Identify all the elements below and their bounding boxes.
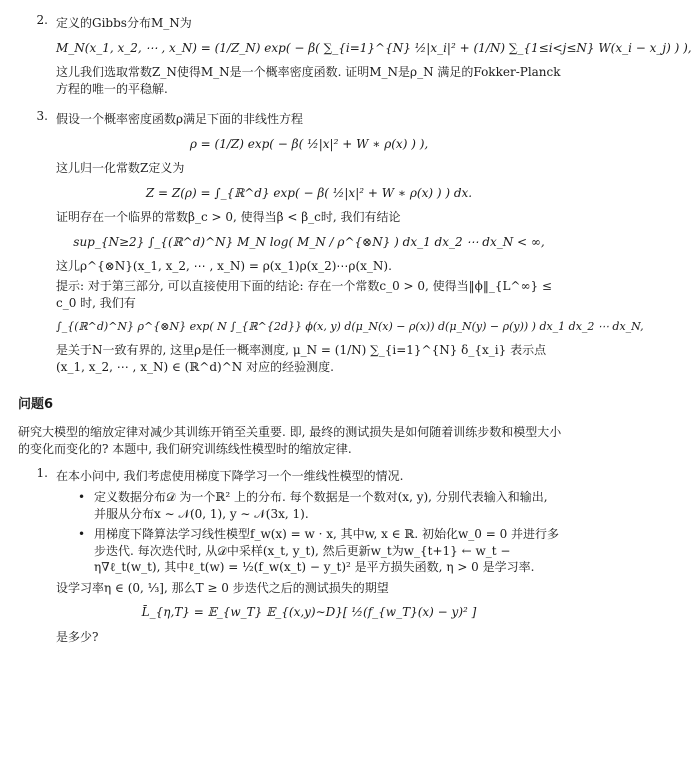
problem-6-heading: 问题6 [18, 397, 54, 413]
item-3-intro: 假设一个概率密度函数ρ满足下面的非线性方程 [56, 112, 304, 127]
item-number: 1. [36, 466, 48, 481]
gibbs-equation: M_N(x_1, x_2, ⋯ , x_N) = (1/Z_N) exp( − β( ∑_{i=1}^{N} ½|x_i|² + (1/N) ∑_{1≤i<j≤N} W(x_i − x_j) ) ), [56, 40, 692, 55]
problem-item-3 [18, 108, 644, 378]
bullet-gradient-descent [78, 526, 562, 576]
problem-item-2 [18, 12, 692, 100]
loss-equation: L̄_{η,T} = 𝔼_{w_T} 𝔼_{(x,y)∼D}[ ½(f_{w_T}(x) − y)² ] [141, 605, 477, 620]
claim-text: 证明存在一个临界的常数β_c > 0, 使得当β < β_c时, 我们有结论 [56, 210, 401, 225]
tensor-text: 这儿ρ^{⊗N}(x_1, x_2, ⋯ , x_N) = ρ(x_1)ρ(x_2)⋯ρ(x_N). [56, 259, 392, 274]
item-2-title: 定义的Gibbs分布M_N为 [56, 16, 192, 30]
problem-6-intro: 研究大模型的缩放定律对减少其训练开销至关重要. 即, 最终的测试损失是如何随着训练步数和模型大小的变化而变化的? 本题中, 我们研究训练线性模型时的缩放定律. [18, 425, 562, 456]
bullet-dot-icon: • [78, 527, 86, 542]
item-2-text: 这儿我们选取常数Z_N使得M_N是一个概率密度函数. 证明M_N是ρ_N 满足的Fokker-Planck方程的唯一的平稳解. [56, 65, 561, 96]
question-text: 是多少? [56, 629, 99, 644]
item-content [56, 108, 644, 378]
item-content [56, 12, 692, 100]
item-number: 2. [36, 13, 48, 27]
rho-equation: ρ = (1/Z) exp( − β( ½|x|² + W ∗ ρ(x) ) ), [189, 136, 429, 151]
sup-equation: sup_{N≥2} ∫_{(ℝ^d)^N} M_N log( M_N / ρ^{⊗N} ) dx_1 dx_2 ⋯ dx_N < ∞, [73, 234, 545, 249]
bullet-text: 用梯度下降算法学习线性模型f_w(x) = w · x, 其中w, x ∈ ℝ. 初始化w_0 = 0 并进行多步迭代. 每次迭代时, 从𝒟中采样(x_t, y_t), 然后更新w_t为w_{t+1} ← w_t − η∇ℓ_t(w_t), 其中ℓ_t(w) = ½(f_w(x_t) − y_t)² 是平方损失函数, η > 0 是学习率. [94, 527, 560, 575]
normalize-text: 这儿归一化常数Z定义为 [56, 161, 185, 176]
bullet-data-distribution [78, 489, 562, 522]
hint-equation: ∫_{(ℝ^d)^N} ρ^{⊗N} exp( N ∫_{ℝ^{2d}} ϕ(x, y) d(μ_N(x) − ρ(x)) d(μ_N(y) − ρ(y)) ) dx_1 dx_2 ⋯ dx_N, [56, 320, 644, 334]
bullet-text: 定义数据分布𝒟 为一个ℝ² 上的分布. 每个数据是一个数对(x, y), 分别代表输入和输出, 并服从分布x ∼ 𝒩(0, 1), y ∼ 𝒩(3x, 1). [94, 489, 548, 521]
learning-rate-text: 设学习率η ∈ (0, ⅓], 那么T ≥ 0 步迭代之后的测试损失的期望 [56, 580, 389, 595]
problem-6-item-1 [18, 465, 562, 648]
item-1-text: 在本小问中, 我们考虑使用梯度下降学习一个一维线性模型的情况. [56, 469, 404, 484]
hint-tail-text: 是关于N一致有界的, 这里ρ是任一概率测度, μ_N = (1/N) ∑_{i=1}^{N} δ_{x_i} 表示点(x_1, x_2, ⋯ , x_N) ∈ (ℝ^d)^N 对应的经验测度. [56, 343, 547, 374]
bullet-dot-icon: • [78, 489, 86, 504]
hint-text: 提示: 对于第三部分, 可以直接使用下面的结论: 存在一个常数c_0 > 0, 使得当‖ϕ‖_{L^∞} ≤ c_0 时, 我们有 [56, 279, 552, 310]
item-content [56, 465, 562, 648]
item-number: 3. [36, 109, 48, 124]
z-equation: Z = Z(ρ) = ∫_{ℝ^d} exp( − β( ½|x|² + W ∗ ρ(x) ) ) dx. [145, 185, 473, 200]
